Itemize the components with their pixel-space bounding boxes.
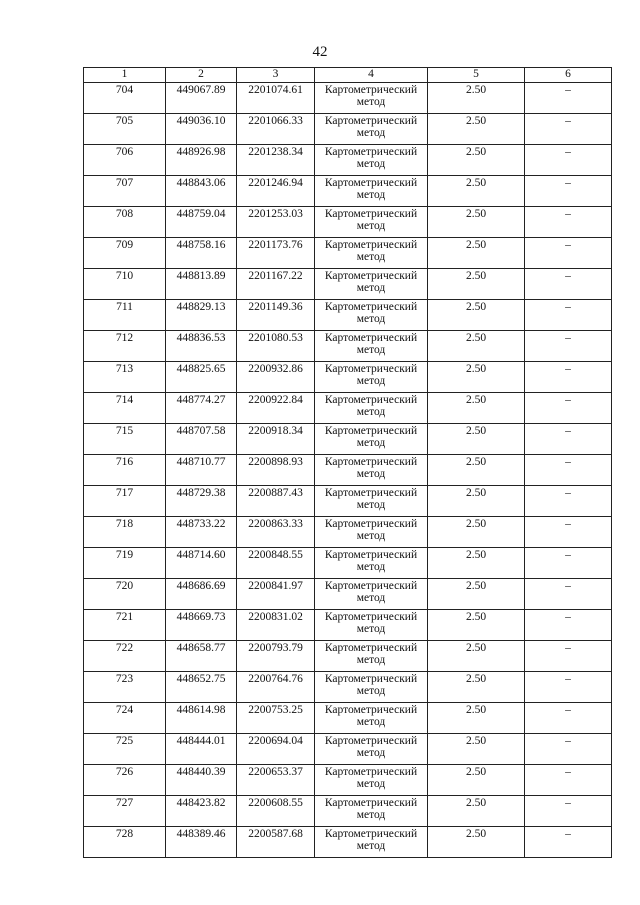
x-coordinate-cell: 448714.60 — [166, 548, 237, 579]
note-cell: – — [525, 207, 612, 238]
y-coordinate-cell: 2200753.25 — [237, 703, 315, 734]
method-cell: Картометрический метод — [315, 145, 428, 176]
method-cell: Картометрический метод — [315, 83, 428, 114]
table-row — [84, 300, 612, 331]
point-number-cell: 724 — [84, 703, 166, 734]
point-number-cell: 706 — [84, 145, 166, 176]
table-row — [84, 796, 612, 827]
column-header-3: 3 — [237, 68, 315, 83]
accuracy-cell: 2.50 — [428, 827, 525, 858]
note-cell: – — [525, 548, 612, 579]
y-coordinate-cell: 2201080.53 — [237, 331, 315, 362]
note-cell: – — [525, 765, 612, 796]
accuracy-cell: 2.50 — [428, 393, 525, 424]
note-cell: – — [525, 517, 612, 548]
x-coordinate-cell: 448658.77 — [166, 641, 237, 672]
column-header-4: 4 — [315, 68, 428, 83]
point-number-cell: 717 — [84, 486, 166, 517]
y-coordinate-cell: 2201238.34 — [237, 145, 315, 176]
point-number-cell: 707 — [84, 176, 166, 207]
x-coordinate-cell: 448829.13 — [166, 300, 237, 331]
point-number-cell: 719 — [84, 548, 166, 579]
table-row — [84, 331, 612, 362]
note-cell: – — [525, 145, 612, 176]
table-header-row — [84, 68, 612, 83]
method-cell: Картометрический метод — [315, 207, 428, 238]
note-cell: – — [525, 362, 612, 393]
note-cell: – — [525, 300, 612, 331]
column-header-6: 6 — [525, 68, 612, 83]
method-cell: Картометрический метод — [315, 300, 428, 331]
x-coordinate-cell: 448836.53 — [166, 331, 237, 362]
x-coordinate-cell: 448758.16 — [166, 238, 237, 269]
table-row — [84, 114, 612, 145]
note-cell: – — [525, 672, 612, 703]
page-number: 42 — [312, 44, 328, 60]
point-number-cell: 713 — [84, 362, 166, 393]
method-cell: Картометрический метод — [315, 517, 428, 548]
point-number-cell: 718 — [84, 517, 166, 548]
y-coordinate-cell: 2200764.76 — [237, 672, 315, 703]
note-cell: – — [525, 424, 612, 455]
note-cell: – — [525, 610, 612, 641]
y-coordinate-cell: 2201253.03 — [237, 207, 315, 238]
table-row — [84, 517, 612, 548]
accuracy-cell: 2.50 — [428, 145, 525, 176]
table-row — [84, 765, 612, 796]
y-coordinate-cell: 2200918.34 — [237, 424, 315, 455]
method-cell: Картометрический метод — [315, 114, 428, 145]
x-coordinate-cell: 448669.73 — [166, 610, 237, 641]
x-coordinate-cell: 448686.69 — [166, 579, 237, 610]
table-row — [84, 455, 612, 486]
accuracy-cell: 2.50 — [428, 455, 525, 486]
accuracy-cell: 2.50 — [428, 176, 525, 207]
y-coordinate-cell: 2201173.76 — [237, 238, 315, 269]
coordinates-table — [83, 67, 612, 858]
x-coordinate-cell: 448733.22 — [166, 517, 237, 548]
method-cell: Картометрический метод — [315, 796, 428, 827]
x-coordinate-cell: 449067.89 — [166, 83, 237, 114]
y-coordinate-cell: 2201149.36 — [237, 300, 315, 331]
accuracy-cell: 2.50 — [428, 734, 525, 765]
table-row — [84, 548, 612, 579]
note-cell: – — [525, 703, 612, 734]
y-coordinate-cell: 2200841.97 — [237, 579, 315, 610]
note-cell: – — [525, 176, 612, 207]
x-coordinate-cell: 448774.27 — [166, 393, 237, 424]
point-number-cell: 722 — [84, 641, 166, 672]
point-number-cell: 710 — [84, 269, 166, 300]
y-coordinate-cell: 2201167.22 — [237, 269, 315, 300]
method-cell: Картометрический метод — [315, 486, 428, 517]
y-coordinate-cell: 2200694.04 — [237, 734, 315, 765]
method-cell: Картометрический метод — [315, 765, 428, 796]
note-cell: – — [525, 114, 612, 145]
method-cell: Картометрический метод — [315, 827, 428, 858]
x-coordinate-cell: 448926.98 — [166, 145, 237, 176]
point-number-cell: 728 — [84, 827, 166, 858]
point-number-cell: 726 — [84, 765, 166, 796]
accuracy-cell: 2.50 — [428, 641, 525, 672]
y-coordinate-cell: 2200848.55 — [237, 548, 315, 579]
accuracy-cell: 2.50 — [428, 331, 525, 362]
accuracy-cell: 2.50 — [428, 424, 525, 455]
accuracy-cell: 2.50 — [428, 114, 525, 145]
method-cell: Картометрический метод — [315, 734, 428, 765]
method-cell: Картометрический метод — [315, 238, 428, 269]
point-number-cell: 715 — [84, 424, 166, 455]
note-cell: – — [525, 269, 612, 300]
y-coordinate-cell: 2200831.02 — [237, 610, 315, 641]
table-row — [84, 579, 612, 610]
point-number-cell: 723 — [84, 672, 166, 703]
method-cell: Картометрический метод — [315, 176, 428, 207]
note-cell: – — [525, 331, 612, 362]
y-coordinate-cell: 2200922.84 — [237, 393, 315, 424]
point-number-cell: 727 — [84, 796, 166, 827]
table-row — [84, 393, 612, 424]
method-cell: Картометрический метод — [315, 703, 428, 734]
method-cell: Картометрический метод — [315, 455, 428, 486]
accuracy-cell: 2.50 — [428, 362, 525, 393]
note-cell: – — [525, 83, 612, 114]
x-coordinate-cell: 448707.58 — [166, 424, 237, 455]
x-coordinate-cell: 448389.46 — [166, 827, 237, 858]
column-header-1: 1 — [84, 68, 166, 83]
x-coordinate-cell: 449036.10 — [166, 114, 237, 145]
y-coordinate-cell: 2201074.61 — [237, 83, 315, 114]
table-row — [84, 176, 612, 207]
accuracy-cell: 2.50 — [428, 486, 525, 517]
method-cell: Картометрический метод — [315, 641, 428, 672]
table-row — [84, 424, 612, 455]
table-row — [84, 269, 612, 300]
x-coordinate-cell: 448813.89 — [166, 269, 237, 300]
y-coordinate-cell: 2200898.93 — [237, 455, 315, 486]
x-coordinate-cell: 448759.04 — [166, 207, 237, 238]
y-coordinate-cell: 2200932.86 — [237, 362, 315, 393]
point-number-cell: 705 — [84, 114, 166, 145]
table-body — [84, 83, 612, 858]
method-cell: Картометрический метод — [315, 393, 428, 424]
method-cell: Картометрический метод — [315, 424, 428, 455]
point-number-cell: 709 — [84, 238, 166, 269]
point-number-cell: 720 — [84, 579, 166, 610]
accuracy-cell: 2.50 — [428, 238, 525, 269]
table-row — [84, 238, 612, 269]
point-number-cell: 711 — [84, 300, 166, 331]
note-cell: – — [525, 796, 612, 827]
accuracy-cell: 2.50 — [428, 300, 525, 331]
table-row — [84, 362, 612, 393]
note-cell: – — [525, 579, 612, 610]
table-row — [84, 641, 612, 672]
accuracy-cell: 2.50 — [428, 765, 525, 796]
table-row — [84, 610, 612, 641]
y-coordinate-cell: 2200653.37 — [237, 765, 315, 796]
note-cell: – — [525, 734, 612, 765]
point-number-cell: 716 — [84, 455, 166, 486]
table-row — [84, 827, 612, 858]
note-cell: – — [525, 455, 612, 486]
method-cell: Картометрический метод — [315, 672, 428, 703]
method-cell: Картометрический метод — [315, 610, 428, 641]
method-cell: Картометрический метод — [315, 579, 428, 610]
table-row — [84, 207, 612, 238]
x-coordinate-cell: 448444.01 — [166, 734, 237, 765]
table-row — [84, 672, 612, 703]
point-number-cell: 712 — [84, 331, 166, 362]
method-cell: Картометрический метод — [315, 269, 428, 300]
accuracy-cell: 2.50 — [428, 269, 525, 300]
x-coordinate-cell: 448843.06 — [166, 176, 237, 207]
accuracy-cell: 2.50 — [428, 548, 525, 579]
y-coordinate-cell: 2200887.43 — [237, 486, 315, 517]
x-coordinate-cell: 448825.65 — [166, 362, 237, 393]
y-coordinate-cell: 2200793.79 — [237, 641, 315, 672]
note-cell: – — [525, 641, 612, 672]
accuracy-cell: 2.50 — [428, 703, 525, 734]
accuracy-cell: 2.50 — [428, 579, 525, 610]
table-row — [84, 734, 612, 765]
method-cell: Картометрический метод — [315, 331, 428, 362]
accuracy-cell: 2.50 — [428, 83, 525, 114]
x-coordinate-cell: 448652.75 — [166, 672, 237, 703]
table-row — [84, 486, 612, 517]
point-number-cell: 721 — [84, 610, 166, 641]
x-coordinate-cell: 448614.98 — [166, 703, 237, 734]
method-cell: Картометрический метод — [315, 548, 428, 579]
table-row — [84, 83, 612, 114]
x-coordinate-cell: 448710.77 — [166, 455, 237, 486]
y-coordinate-cell: 2200863.33 — [237, 517, 315, 548]
accuracy-cell: 2.50 — [428, 517, 525, 548]
y-coordinate-cell: 2200587.68 — [237, 827, 315, 858]
accuracy-cell: 2.50 — [428, 796, 525, 827]
x-coordinate-cell: 448423.82 — [166, 796, 237, 827]
accuracy-cell: 2.50 — [428, 610, 525, 641]
note-cell: – — [525, 393, 612, 424]
column-header-5: 5 — [428, 68, 525, 83]
y-coordinate-cell: 2201246.94 — [237, 176, 315, 207]
point-number-cell: 704 — [84, 83, 166, 114]
table-row — [84, 703, 612, 734]
point-number-cell: 708 — [84, 207, 166, 238]
note-cell: – — [525, 238, 612, 269]
accuracy-cell: 2.50 — [428, 207, 525, 238]
method-cell: Картометрический метод — [315, 362, 428, 393]
column-header-2: 2 — [166, 68, 237, 83]
y-coordinate-cell: 2201066.33 — [237, 114, 315, 145]
x-coordinate-cell: 448729.38 — [166, 486, 237, 517]
note-cell: – — [525, 486, 612, 517]
accuracy-cell: 2.50 — [428, 672, 525, 703]
point-number-cell: 725 — [84, 734, 166, 765]
table-row — [84, 145, 612, 176]
point-number-cell: 714 — [84, 393, 166, 424]
note-cell: – — [525, 827, 612, 858]
x-coordinate-cell: 448440.39 — [166, 765, 237, 796]
y-coordinate-cell: 2200608.55 — [237, 796, 315, 827]
